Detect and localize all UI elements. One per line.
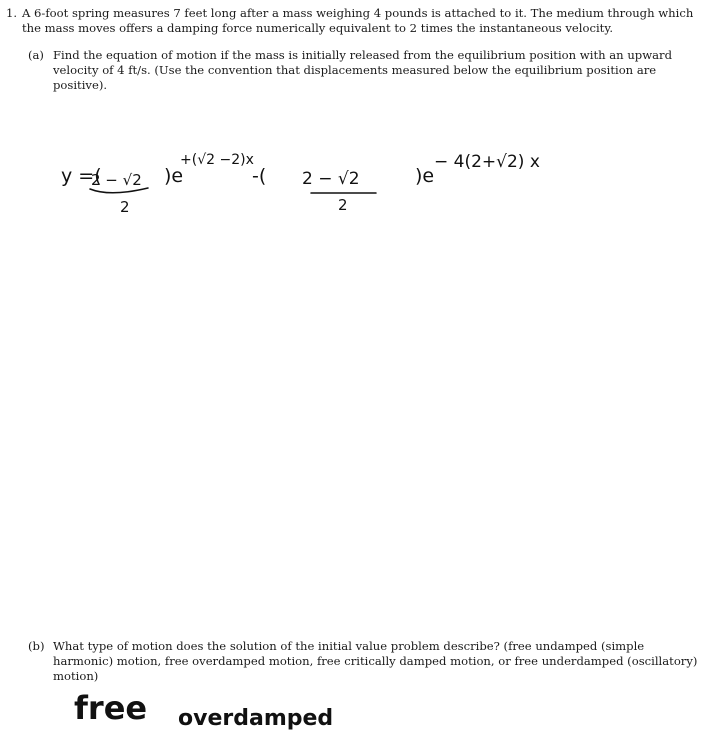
answer-a-coef1-denominator: 2 <box>120 198 130 216</box>
answer-a-coef1-numerator: 2 − √2 <box>91 171 142 189</box>
answer-a-coef2-denominator: 2 <box>338 196 348 214</box>
answer-a-coef2-numerator: 2 − √2 <box>302 169 360 189</box>
part-b-question: What type of motion does the solution of the initial value problem describe? (free undamped (simple harmonic) motion, free overdamped motion, free critically damped motion, or free underdamped (oscillatory) motion) <box>53 639 698 683</box>
answer-a-close2: )e <box>415 165 435 187</box>
answer-b-word-overdamped: overdamped <box>178 706 334 731</box>
part-b-label: (b) <box>28 639 45 653</box>
answer-a-exponent1: +(√2 −2)x <box>180 152 254 168</box>
answer-b-word-free: free <box>74 689 148 727</box>
problem-number: 1. <box>6 6 18 20</box>
answer-a-minus-open: -( <box>252 165 267 187</box>
answer-a-lead: y =( <box>61 165 102 187</box>
part-a-label: (a) <box>28 48 44 62</box>
problem-stem: A 6-foot spring measures 7 feet long after a mass weighing 4 pounds is attached to it. The medium through which the mass moves offers a damping force numerically equivalent to 2 times the instantaneous velocity. <box>22 6 694 35</box>
part-a-question: Find the equation of motion if the mass is initially released from the equilibrium position with an upward velocity of 4 ft/s. (Use the convention that displacements measured below the equilibrium position are positive). <box>53 48 673 92</box>
answer-a-close1: )e <box>164 165 184 187</box>
answer-a-exponent2: − 4(2+√2) x <box>434 152 540 172</box>
